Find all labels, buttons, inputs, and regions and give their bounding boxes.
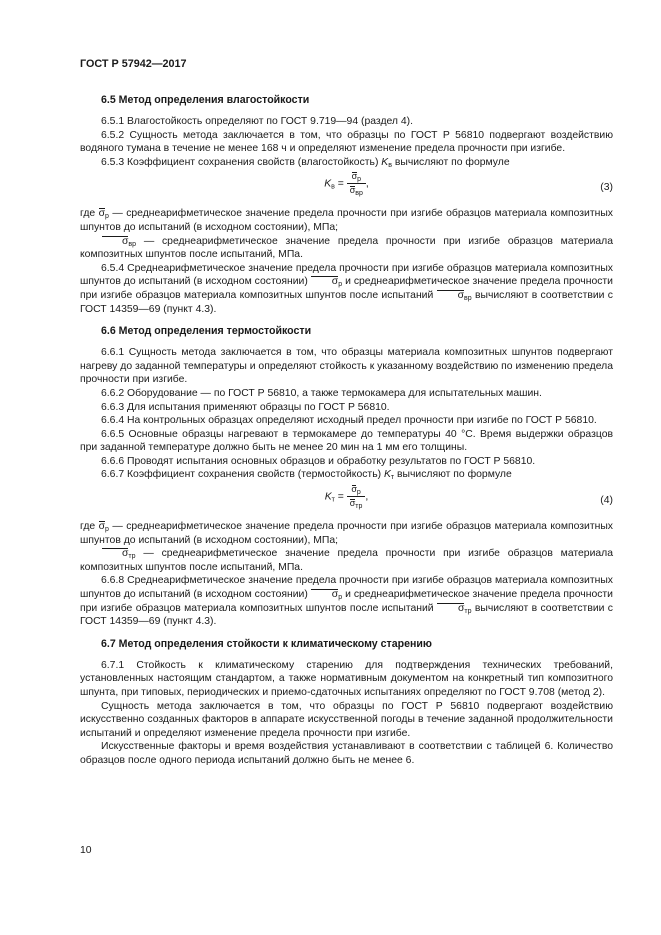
section-6-6-title: 6.6 Метод определения термостойкости [101, 325, 312, 338]
document-header: ГОСТ Р 57942—2017 [80, 58, 187, 70]
where-6-5-a: где $\sigma_р$ — среднеарифметическое значение предела прочности при изгибе образцов материала композитных шпунтов до испытаний (в исходном состоянии), МПа; [80, 208, 613, 233]
para-6-6-6: 6.6.6 Проводят испытания основных образцов и обработку результатов по ГОСТ Р 56810. [101, 455, 536, 467]
formula-3-fraction: $\frac{\sigma_р}{\sigma_{вр}}$ [347, 171, 366, 196]
para-6-6-2: 6.6.2 Оборудование — по ГОСТ Р 56810, а также термокамера для испытательных машин. [101, 387, 542, 399]
section-6-7-title: 6.7 Метод определения стойкости к климатическому старению [101, 637, 432, 650]
para-6-6-1: 6.6.1 Сущность метода заключается в том, что образцы материала композитных шпунтов подвергают нагреву до заданной температуры и определяют стойкость к указанному воздействию по изменению предела прочности при изгибе. [80, 347, 613, 386]
para-6-6-7: 6.6.7 Коэффициент сохранения свойств (термостойкость) $K_т$ вычисляют по формуле [101, 469, 512, 482]
formula-3-number: (3) [600, 182, 613, 194]
para-6-5-3: 6.5.3 Коэффициент сохранения свойств (влагостойкость) $K_в$ вычисляют по формуле [101, 156, 510, 169]
para-6-7-3: Искусственные факторы и время воздействия устанавливают в соответствии с таблицей 6. Количество образцов после одного периода испытаний должно быть не менее 6. [80, 741, 613, 766]
where-6-6-a: где $\sigma_р$ — среднеарифметическое значение предела прочности при изгибе образцов материала композитных шпунтов до испытаний (в исходном состоянии), МПа; [80, 521, 613, 546]
section-6-5-title: 6.5 Метод определения влагостойкости [101, 94, 310, 106]
formula-3: $K_в$ = $\frac{\sigma_р}{\sigma_{вр}}$ , (3) [324, 171, 613, 198]
formula-4: $K_т$ = $\frac{\sigma_р}{\sigma_{тр}}$ , (4) [324, 484, 613, 511]
para-6-6-4: 6.6.4 На контрольных образцах определяют исходный предел прочности при изгибе по ГОСТ Р 56810. [101, 415, 597, 427]
formula-4-number: (4) [600, 495, 613, 507]
para-6-6-8: 6.6.8 Среднеарифметическое значение предела прочности при изгибе образцов материала композитных шпунтов до испытаний (в исходном состоянии) $\sigma_р$ и среднеарифметическое значение предела прочности при изгибе образцов материала композитных шпунтов после испытаний $\sigma_{тр}$ вычисляют в соответствии с ГОСТ 14359—69 (пункт 4.3). [80, 575, 613, 628]
para-6-6-3: 6.6.3 Для испытания применяют образцы по ГОСТ Р 56810. [101, 401, 390, 413]
para-6-6-5: 6.6.5 Основные образцы нагревают в термокамере до температуры 40 °С. Время выдержки образцов при заданной температуре должно быть не менее 20 мин на 1 мм его толщины. [80, 428, 613, 454]
formula-4-fraction: $\frac{\sigma_р}{\sigma_{тр}}$ [347, 484, 366, 509]
para-6-5-2: 6.5.2 Сущность метода заключается в том, что образцы по ГОСТ Р 56810 подвергают воздействию водяного тумана в течение не менее 168 ч и определяют изменение предела прочности при изгибе. [80, 129, 613, 155]
para-6-7-1: 6.7.1 Стойкость к климатическому старению для подтверждения технических требований, установленных настоящим стандартом, а также нормативным документом на конкретный тип композитного шпунта, при типовых, периодических и приемо-сдаточных испытаниях определяют по ГОСТ 9.708 (метод 2). [80, 659, 613, 698]
where-6-5-b: $\sigma_{вр}$ — среднеарифметическое значение предела прочности при изгибе образцов материала композитных шпунтов после испытаний, МПа. [80, 235, 613, 261]
page-number: 10 [80, 845, 92, 856]
para-6-5-1: 6.5.1 Влагостойкость определяют по ГОСТ 9.719—94 (раздел 4). [101, 116, 414, 127]
page-body [80, 93, 613, 768]
para-6-7-2: Сущность метода заключается в том, что образцы по ГОСТ Р 56810 подвергают воздействию искусственно созданных факторов в аппарате искусственной погоды в течение заданной продолжительности испытаний и определяют изменение предела прочности при изгибе. [80, 700, 613, 739]
where-6-6-b: $\sigma_{тр}$ — среднеарифметическое значение предела прочности при изгибе образцов материала композитных шпунтов после испытаний, МПа. [80, 548, 613, 573]
para-6-5-4: 6.5.4 Среднеарифметическое значение предела прочности при изгибе образцов материала композитных шпунтов до испытаний (в исходном состоянии) $\sigma_р$ и среднеарифметическое значение предела прочности при изгибе образцов материала композитных шпунтов после испытаний $\sigma_{вр}$ вычисляют в соответствии с ГОСТ 14359—69 (пункт 4.3). [80, 262, 613, 315]
